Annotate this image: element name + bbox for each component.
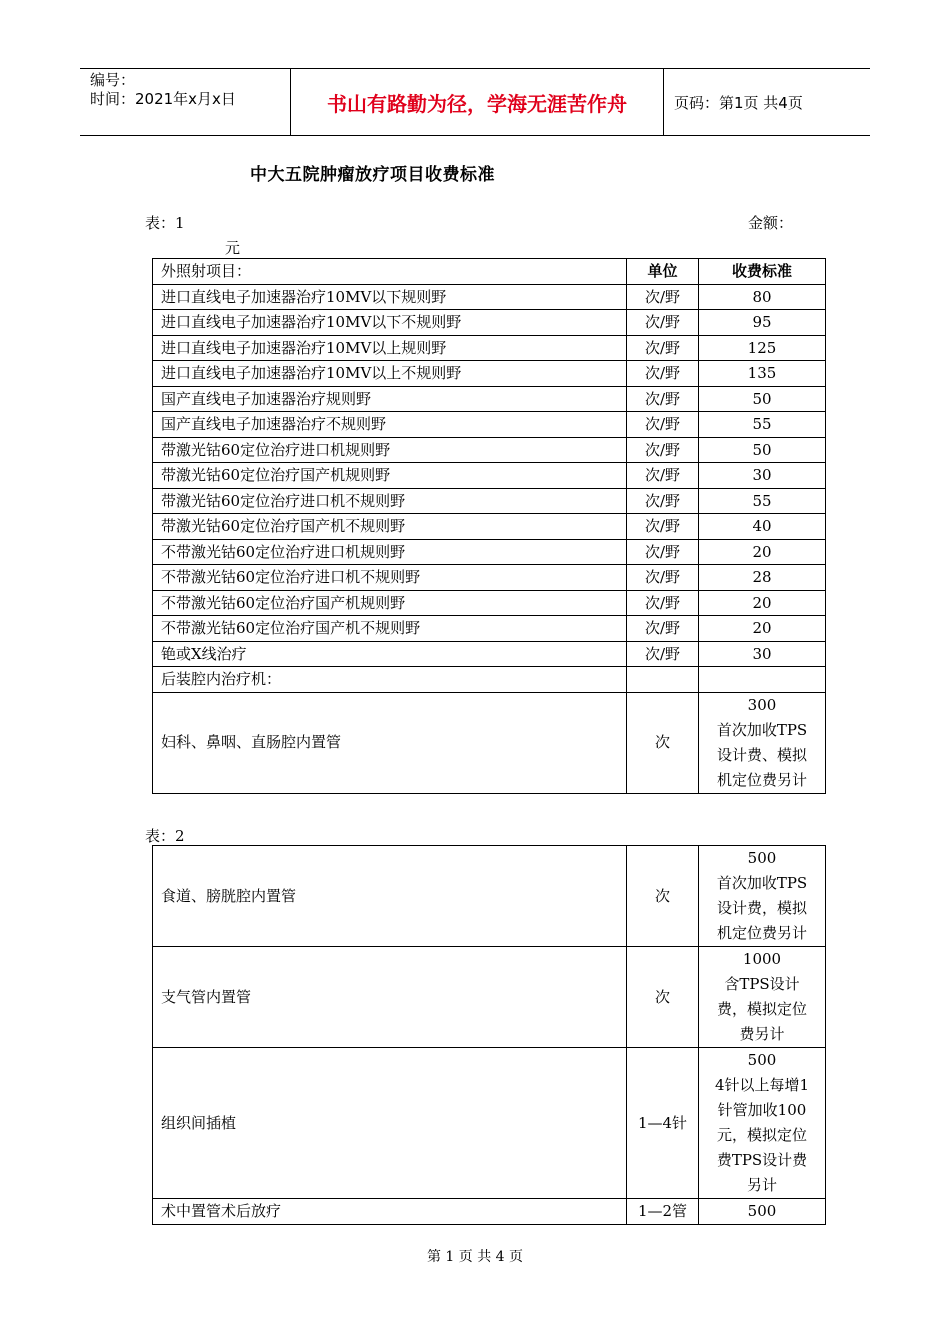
table1-label: 表：1: [145, 214, 185, 232]
item-unit: 次/野: [627, 463, 699, 489]
table-row: [153, 590, 826, 616]
fee-line: 设计费、模拟: [716, 745, 807, 764]
item-unit: 次: [627, 692, 699, 793]
item-name: 不带激光钴60定位治疗进口机规则野: [153, 539, 627, 565]
page-footer: 第 1 页 共 4 页: [426, 1249, 524, 1265]
item-unit: 次/野: [627, 335, 699, 361]
item-name: 进口直线电子加速器治疗10MV以上不规则野: [153, 361, 627, 387]
section-row: [153, 667, 826, 693]
fee-line: 机定位费另计: [716, 770, 807, 789]
item-unit: 次/野: [627, 310, 699, 336]
table-row: [153, 463, 826, 489]
item-unit: 次/野: [627, 590, 699, 616]
fee-cell: [699, 846, 826, 947]
fee-line: 4针以上每增1: [714, 1076, 810, 1094]
item-name: 带激光钴60定位治疗国产机不规则野: [153, 514, 627, 540]
fee-line: 含TPS设计: [724, 975, 800, 993]
header-page: 页码：第1页 共4页: [674, 93, 803, 112]
table-row: [153, 437, 826, 463]
fee-cell: [699, 947, 826, 1048]
header-info: [80, 69, 291, 136]
fee-line: 500: [747, 1051, 777, 1069]
fee-cell: [699, 1199, 826, 1225]
table-row: [153, 335, 826, 361]
table2-label: 表：2: [145, 827, 185, 845]
header-date: 时间：2021年x月x日: [90, 90, 236, 108]
item-fee: 40: [699, 514, 826, 540]
item-unit: 次/野: [627, 641, 699, 667]
item-name: 组织间插植: [153, 1048, 627, 1199]
item-name: 不带激光钴60定位治疗进口机不规则野: [153, 565, 627, 591]
item-name: 食道、膀胱腔内置管: [153, 846, 627, 947]
item-name: 铯或X线治疗: [153, 641, 627, 667]
fee-cell: [699, 692, 826, 793]
item-name: 进口直线电子加速器治疗10MV以上规则野: [153, 335, 627, 361]
header-motto: 书山有路勤为径，学海无涯苦作舟: [291, 69, 664, 136]
table-row: [153, 539, 826, 565]
fee-line: 费TPS设计费: [716, 1151, 808, 1169]
item-fee: 55: [699, 412, 826, 438]
table-header-row: [153, 259, 826, 285]
item-name: 不带激光钴60定位治疗国产机不规则野: [153, 616, 627, 642]
item-unit: 次/野: [627, 386, 699, 412]
item-name: 带激光钴60定位治疗进口机不规则野: [153, 488, 627, 514]
table-row: [153, 1048, 826, 1199]
item-fee: 20: [699, 616, 826, 642]
item-fee: 20: [699, 590, 826, 616]
fee-line: 针管加收100: [717, 1101, 807, 1119]
fee-line: 费另计: [739, 1025, 785, 1043]
item-name: 进口直线电子加速器治疗10MV以下规则野: [153, 284, 627, 310]
item-name: 妇科、鼻咽、直肠腔内置管: [153, 692, 627, 793]
fee-line: 1000: [742, 950, 782, 968]
table-row: [153, 386, 826, 412]
item-name: 不带激光钴60定位治疗国产机规则野: [153, 590, 627, 616]
table-row: [153, 616, 826, 642]
item-fee: 50: [699, 386, 826, 412]
table-row: [153, 947, 826, 1048]
amount-label: 金额：: [748, 214, 794, 232]
fee-line: 机定位费另计: [716, 924, 807, 942]
item-fee: 30: [699, 641, 826, 667]
table-row: [153, 1199, 826, 1225]
fee-line: 设计费，模拟: [716, 899, 807, 917]
document-title: 中大五院肿瘤放疗项目收费标准: [250, 165, 495, 185]
item-unit: 1—2管: [627, 1199, 699, 1225]
fee-table-2: [152, 845, 826, 1225]
item-unit: 次/野: [627, 514, 699, 540]
item-unit: 次/野: [627, 284, 699, 310]
table-row: [153, 361, 826, 387]
empty-cell: [627, 667, 699, 693]
item-name: 支气管内置管: [153, 947, 627, 1048]
fee-line: 首次加收TPS: [716, 874, 808, 892]
fee-line: 300: [747, 695, 777, 714]
table-row: [153, 692, 826, 793]
fee-line: 首次加收TPS: [716, 720, 808, 739]
item-fee: 50: [699, 437, 826, 463]
table-row: [153, 284, 826, 310]
item-unit: 次/野: [627, 412, 699, 438]
header-number: 编号：: [90, 71, 136, 89]
table-row: [153, 488, 826, 514]
item-unit: 次/野: [627, 361, 699, 387]
item-unit: 次/野: [627, 488, 699, 514]
item-name: 术中置管术后放疗: [153, 1199, 627, 1225]
item-fee: 30: [699, 463, 826, 489]
item-fee: 55: [699, 488, 826, 514]
item-fee: 28: [699, 565, 826, 591]
header-unit: 单位: [627, 259, 699, 285]
item-unit: 次/野: [627, 565, 699, 591]
item-unit: 次/野: [627, 616, 699, 642]
item-name: 国产直线电子加速器治疗不规则野: [153, 412, 627, 438]
fee-line: 元，模拟定位: [716, 1126, 807, 1144]
fee-table-1: [152, 258, 826, 794]
item-fee: 20: [699, 539, 826, 565]
table-row: [153, 514, 826, 540]
fee-line: 500: [747, 849, 777, 867]
item-name: 带激光钴60定位治疗进口机规则野: [153, 437, 627, 463]
section-label: 后装腔内治疗机：: [153, 667, 627, 693]
table-row: [153, 846, 826, 947]
item-name: 带激光钴60定位治疗国产机规则野: [153, 463, 627, 489]
item-unit: 次: [627, 947, 699, 1048]
table-row: [153, 641, 826, 667]
item-unit: 1—4针: [627, 1048, 699, 1199]
fee-line: 500: [747, 1202, 777, 1220]
page-header: [80, 68, 870, 136]
item-unit: 次/野: [627, 539, 699, 565]
item-fee: 95: [699, 310, 826, 336]
amount-unit: 元: [225, 239, 241, 257]
table-row: [153, 412, 826, 438]
item-name: 进口直线电子加速器治疗10MV以下不规则野: [153, 310, 627, 336]
item-unit: 次: [627, 846, 699, 947]
fee-cell: [699, 1048, 826, 1199]
empty-cell: [699, 667, 826, 693]
table-row: [153, 565, 826, 591]
table-row: [153, 310, 826, 336]
item-name: 国产直线电子加速器治疗规则野: [153, 386, 627, 412]
fee-line: 另计: [746, 1176, 777, 1194]
header-fee: 收费标准: [699, 259, 826, 285]
item-unit: 次/野: [627, 437, 699, 463]
item-fee: 125: [699, 335, 826, 361]
fee-line: 费，模拟定位: [716, 1000, 807, 1018]
header-item: 外照射项目：: [153, 259, 627, 285]
item-fee: 135: [699, 361, 826, 387]
item-fee: 80: [699, 284, 826, 310]
